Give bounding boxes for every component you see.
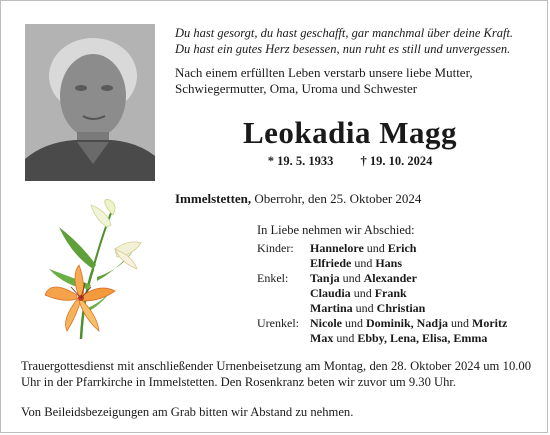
mourner-name: Erich xyxy=(387,241,417,255)
mourner-line xyxy=(310,331,507,346)
mourner-group-label: Enkel: xyxy=(257,271,289,285)
place-town: Immelstetten, xyxy=(175,191,252,206)
mourner-name: Elfriede xyxy=(310,256,352,270)
poem xyxy=(175,25,513,57)
mourner-line xyxy=(310,301,425,316)
connector-text: und xyxy=(339,271,364,285)
birth-date: * 19. 5. 1933 xyxy=(267,154,334,168)
deceased-name: Leokadia Magg xyxy=(242,115,458,150)
connector-text: und xyxy=(351,256,376,270)
mourner-name: Dominik, Nadja xyxy=(366,316,449,330)
mourner-line xyxy=(310,286,425,301)
connector-text: und xyxy=(363,241,388,255)
connector-text: und xyxy=(448,316,473,330)
mourner-line xyxy=(310,256,416,271)
connector-text: und xyxy=(352,301,377,315)
mourner-group xyxy=(257,316,507,346)
mourners-list xyxy=(257,241,507,346)
mourner-group-label: Urenkel: xyxy=(257,316,299,330)
mourner-name: Moritz xyxy=(472,316,508,330)
mourner-group-label: Kinder: xyxy=(257,241,294,255)
mourner-name: Ebby, Lena, Elisa, Emma xyxy=(357,331,488,345)
mourner-line xyxy=(310,271,425,286)
mourner-name: Frank xyxy=(374,286,407,300)
intro-line: Schwiegermutter, Oma, Uroma und Schwester xyxy=(175,81,418,96)
service-info: Trauergottesdienst mit anschließender Urnenbeisetzung am Montag, den 28. Oktober 2024 um 10.00 Uhr in der Pfarrkirche in Immelstetten. Den Rosenkranz beten wir zuvor um 9.30 Uhr. xyxy=(21,359,531,389)
portrait-photo xyxy=(25,24,155,181)
mourner-group xyxy=(257,241,507,271)
mourner-names xyxy=(310,316,507,346)
mourner-name: Christian xyxy=(376,301,426,315)
connector-text: und xyxy=(333,331,358,345)
farewell-heading: In Liebe nehmen wir Abschied: xyxy=(257,223,415,237)
connector-text: und xyxy=(342,316,366,330)
life-dates xyxy=(175,154,525,169)
lily-illustration xyxy=(41,199,146,341)
mourner-name: Hans xyxy=(375,256,403,270)
poem-line: Du hast gesorgt, du hast geschafft, gar manchmal über deine Kraft. xyxy=(175,26,514,40)
mourner-name: Tanja xyxy=(310,271,340,285)
mourner-name: Nicole xyxy=(310,316,342,330)
intro-text xyxy=(175,65,473,97)
mourner-name: Alexander xyxy=(363,271,417,285)
place-date xyxy=(175,191,421,207)
death-date: † 19. 10. 2024 xyxy=(360,154,433,168)
intro-line: Nach einem erfüllten Leben verstarb unsere liebe Mutter, xyxy=(175,65,473,80)
place-rest: Oberrohr, den 25. Oktober 2024 xyxy=(251,191,422,206)
mourner-name: Hannelore xyxy=(310,241,364,255)
mourner-line xyxy=(310,316,507,331)
mourner-name: Claudia xyxy=(310,286,351,300)
mourner-name: Max xyxy=(310,331,334,345)
connector-text: und xyxy=(350,286,375,300)
closing-note: Von Beileidsbezeigungen am Grab bitten wir Abstand zu nehmen. xyxy=(21,405,354,419)
mourner-line xyxy=(310,241,416,256)
mourner-names xyxy=(310,241,416,271)
mourner-names xyxy=(310,271,425,316)
mourner-name: Martina xyxy=(310,301,353,315)
poem-line: Du hast ein gutes Herz besessen, nun ruht es still und unvergessen. xyxy=(175,42,511,56)
mourner-group xyxy=(257,271,507,316)
